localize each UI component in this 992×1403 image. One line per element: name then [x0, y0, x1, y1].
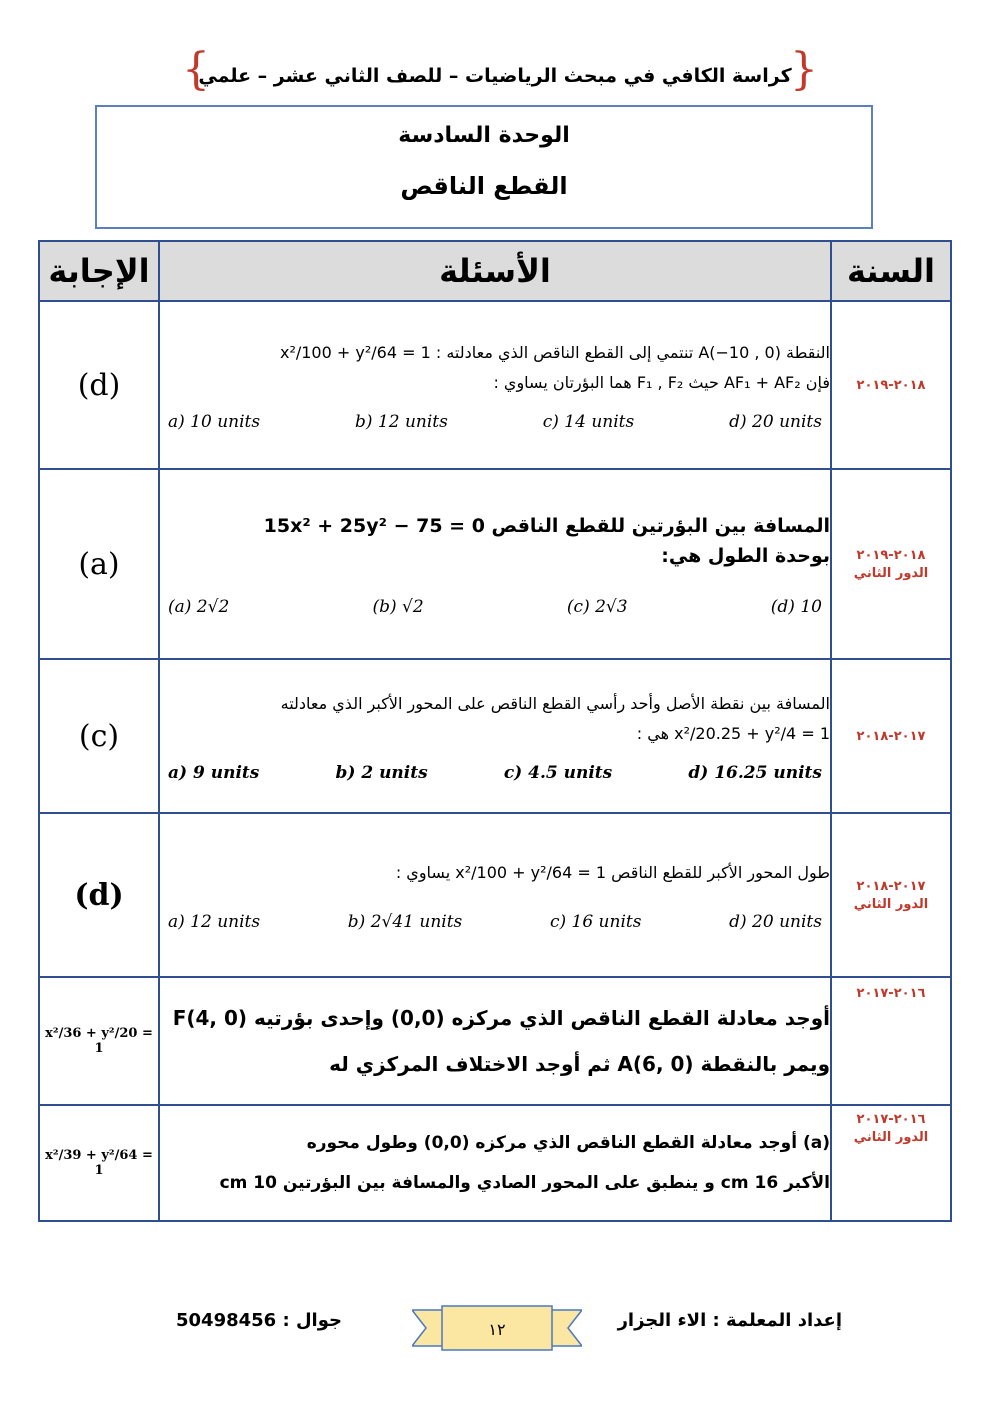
- year-cell: [831, 469, 951, 659]
- question-cell: [159, 813, 831, 977]
- table-row: [39, 813, 951, 977]
- year-label: ٢٠١٧-٢٠١٨: [856, 728, 926, 744]
- page-number: ١٢: [488, 1320, 506, 1339]
- options: [160, 763, 830, 783]
- question-cell: [159, 469, 831, 659]
- unit-title: الوحدة السادسة: [398, 123, 570, 148]
- option-a: (a) 2√2: [168, 597, 230, 617]
- header-answer: الإجابة: [39, 241, 159, 301]
- table-row: [39, 469, 951, 659]
- question-line: الأكبر 16 cm و ينطبق على المحور الصادي والمسافة بين البؤرتين 10 cm: [219, 1173, 830, 1193]
- option-b: b) 2 units: [335, 763, 428, 783]
- year-cell: [831, 1105, 951, 1221]
- answer-cell: x²/39 + y²/64 = 1: [39, 1105, 159, 1221]
- question-line: المسافة بين البؤرتين للقطع الناقص 15x² + 25y² − 75 = 0: [263, 515, 830, 537]
- question-line: فإن AF₁ + AF₂ حيث F₁ , F₂ هما البؤرتان يساوي :: [493, 373, 830, 392]
- year-cell: [831, 659, 951, 813]
- table-row: [39, 977, 951, 1105]
- round-label: الدور الثاني: [853, 565, 929, 581]
- questions-table: [38, 240, 952, 1222]
- header-title: كراسة الكافي في مبحث الرياضيات – للصف الثاني عشر – علمي: [198, 65, 792, 87]
- table-row: [39, 301, 951, 469]
- options: [160, 412, 830, 432]
- header-questions: الأسئلة: [159, 241, 831, 301]
- topic-title: القطع الناقص: [400, 172, 568, 200]
- options: [160, 912, 830, 932]
- option-a: a) 12 units: [168, 912, 261, 932]
- question-cell: [159, 301, 831, 469]
- option-d: d) 16.25 units: [688, 763, 822, 783]
- answer-cell: (c): [39, 659, 159, 813]
- question-cell: [159, 1105, 831, 1221]
- option-c: c) 14 units: [542, 412, 635, 432]
- option-b: b) 2√41 units: [347, 912, 463, 932]
- option-a: a) 9 units: [168, 763, 260, 783]
- year-label: ٢٠١٨-٢٠١٩: [856, 547, 926, 563]
- question-cell: [159, 659, 831, 813]
- answer-cell: (d): [39, 813, 159, 977]
- year-label: ٢٠١٧-٢٠١٨: [856, 878, 926, 894]
- option-d: d) 20 units: [729, 912, 822, 932]
- header-brace-left: {: [182, 44, 210, 95]
- option-b: b) 12 units: [355, 412, 448, 432]
- options: [160, 597, 830, 617]
- option-b: (b) √2: [372, 597, 424, 617]
- title-box: [95, 105, 873, 229]
- question-line: x²/20.25 + y²/4 = 1 هي :: [636, 724, 830, 743]
- footer-author: إعداد المعلمة : الاء الجزار: [617, 1310, 842, 1331]
- table-row: [39, 1105, 951, 1221]
- option-c: c) 4.5 units: [503, 763, 613, 783]
- year-label: ٢٠١٨-٢٠١٩: [856, 377, 926, 393]
- year-label: ٢٠١٦-٢٠١٧: [856, 986, 926, 1001]
- question-line: طول المحور الأكبر للقطع الناقص x²/100 + y²/64 = 1 يساوي :: [395, 863, 830, 882]
- header-year: السنة: [831, 241, 951, 301]
- question-line: ويمر بالنقطة A(6, 0) ثم أوجد الاختلاف المركزي له: [329, 1052, 830, 1076]
- question-line: بوحدة الطول هي:: [661, 545, 830, 567]
- answer-cell: x²/36 + y²/20 = 1: [39, 977, 159, 1105]
- table-header-row: [39, 241, 951, 301]
- year-cell: [831, 301, 951, 469]
- question-line: النقطة A(−10 , 0) تنتمي إلى القطع الناقص الذي معادلته : x²/100 + y²/64 = 1: [279, 343, 830, 362]
- option-a: a) 10 units: [168, 412, 261, 432]
- round-label: الدور الثاني: [853, 896, 929, 912]
- table-row: [39, 659, 951, 813]
- footer-phone: 50498456 : جوال: [176, 1310, 342, 1331]
- round-label: الدور الثاني: [853, 1130, 929, 1145]
- option-c: (c) 2√3: [566, 597, 628, 617]
- question-line: أوجد معادلة القطع الناقص الذي مركزه (0,0) وإحدى بؤرتيه F(4, 0): [172, 1006, 830, 1030]
- year-cell: [831, 813, 951, 977]
- question-line: المسافة بين نقطة الأصل وأحد رأسي القطع الناقص على المحور الأكبر الذي معادلته: [280, 694, 830, 713]
- answer-cell: (d): [39, 301, 159, 469]
- answer-cell: (a): [39, 469, 159, 659]
- option-c: c) 16 units: [549, 912, 642, 932]
- option-d: (d) 10: [770, 597, 822, 617]
- page-number-ribbon: [412, 1304, 582, 1352]
- header-brace-right: }: [790, 44, 818, 95]
- question-cell: [159, 977, 831, 1105]
- question-line: (a) أوجد معادلة القطع الناقص الذي مركزه (0,0) وطول محوره: [306, 1133, 830, 1153]
- year-label: ٢٠١٦-٢٠١٧: [856, 1112, 926, 1127]
- year-cell: [831, 977, 951, 1105]
- option-d: d) 20 units: [729, 412, 822, 432]
